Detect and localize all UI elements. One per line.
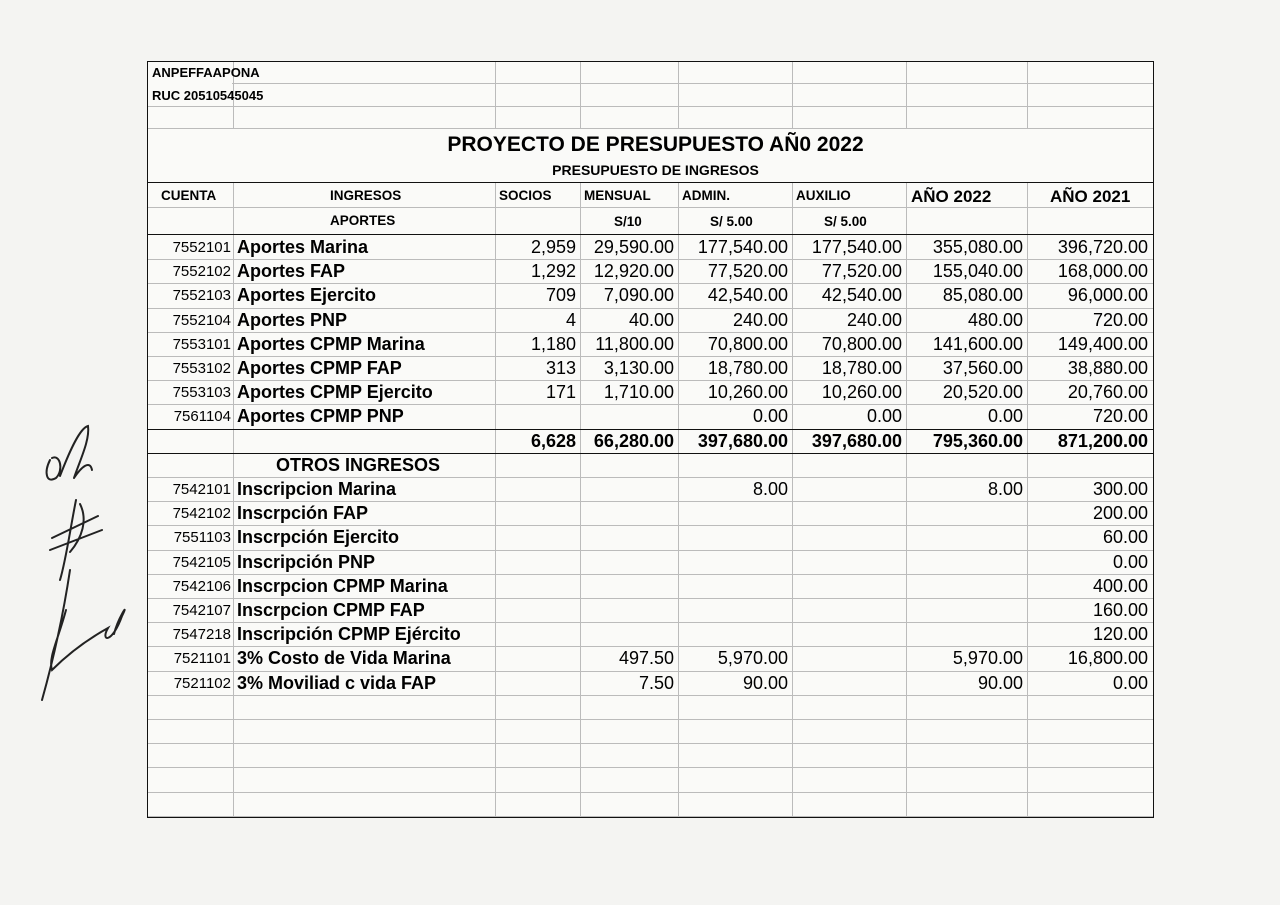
admin-value: 77,520.00 [707, 261, 788, 282]
year-2021-value: 0.00 [1112, 672, 1148, 693]
col-aportes: APORTES [330, 213, 396, 228]
signature-mark [30, 420, 140, 710]
year-2021-value: 16,800.00 [1067, 648, 1148, 669]
year-2022-value: 8.00 [987, 479, 1023, 499]
row-separator [148, 622, 1153, 623]
year-2021-value: 0.00 [1112, 551, 1148, 572]
socios-value: 1,292 [530, 261, 576, 282]
col-auxilio-unit: S/ 5.00 [824, 214, 867, 229]
col-ano-2021: AÑO 2021 [1050, 187, 1131, 206]
year-2021-value: 38,880.00 [1067, 358, 1148, 378]
admin-value: 8.00 [752, 479, 788, 499]
col-cuenta: CUENTA [161, 188, 217, 203]
account-code: 7552104 [172, 311, 231, 329]
auxilio-value: 42,540.00 [821, 285, 902, 306]
account-name: Aportes Marina [237, 237, 369, 257]
account-name: 3% Moviliad c vida FAP [237, 672, 437, 693]
header-bottom-border [148, 234, 1153, 235]
account-name: Inscripcion Marina [237, 479, 397, 499]
account-code: 7542105 [172, 553, 231, 571]
col-socios: SOCIOS [499, 188, 552, 203]
socios-value: 171 [545, 382, 576, 403]
year-2021-value: 149,400.00 [1057, 333, 1148, 354]
col-ingresos: INGRESOS [330, 188, 402, 203]
year-2022-value: 20,520.00 [942, 382, 1023, 403]
total-auxilio: 397,680.00 [811, 430, 902, 451]
account-name: Inscrpción Ejercito [237, 527, 400, 548]
mensual-value: 7.50 [638, 672, 674, 693]
admin-value: 18,780.00 [707, 358, 788, 378]
otros-ingresos-heading: OTROS INGRESOS [276, 454, 441, 475]
row-separator [148, 283, 1153, 284]
year-2021-value: 120.00 [1092, 624, 1148, 645]
account-code: 7542107 [172, 602, 231, 619]
budget-sheet [147, 61, 1154, 818]
account-code: 7553103 [172, 384, 231, 402]
auxilio-value: 177,540.00 [811, 237, 902, 257]
grid-line [148, 207, 1153, 208]
col-admin: ADMIN. [682, 188, 730, 203]
account-code: 7542101 [172, 481, 231, 498]
row-separator [148, 598, 1153, 599]
account-code: 7521101 [173, 650, 231, 668]
row-separator [148, 550, 1153, 551]
admin-value: 0.00 [752, 406, 788, 427]
admin-value: 70,800.00 [707, 333, 788, 354]
row-separator [148, 719, 1153, 720]
year-2021-value: 396,720.00 [1057, 237, 1148, 257]
row-separator [148, 380, 1153, 381]
socios-value: 709 [545, 285, 576, 306]
auxilio-value: 0.00 [866, 406, 902, 427]
auxilio-value: 18,780.00 [821, 358, 902, 378]
year-2021-value: 300.00 [1092, 479, 1148, 499]
mensual-value: 3,130.00 [603, 358, 674, 378]
row-separator [148, 453, 1153, 454]
year-2021-value: 60.00 [1102, 527, 1148, 548]
row-separator [148, 332, 1153, 333]
col-mensual-unit: S/10 [614, 214, 642, 229]
row-separator [148, 574, 1153, 575]
account-code: 7552102 [172, 263, 231, 281]
year-2021-value: 720.00 [1092, 406, 1148, 427]
admin-value: 240.00 [732, 309, 788, 330]
year-2021-value: 160.00 [1092, 600, 1148, 620]
admin-value: 42,540.00 [707, 285, 788, 306]
account-name: Inscripción CPMP Ejército [237, 624, 461, 645]
socios-value: 313 [545, 358, 576, 378]
year-2021-value: 200.00 [1092, 503, 1148, 524]
socios-value: 2,959 [530, 237, 576, 257]
account-code: 7553102 [172, 360, 231, 377]
row-separator [148, 501, 1153, 502]
mensual-value: 40.00 [628, 309, 674, 330]
total-year-2021: 871,200.00 [1057, 430, 1148, 451]
year-2022-value: 37,560.00 [942, 358, 1023, 378]
year-2022-value: 85,080.00 [942, 285, 1023, 306]
account-name: Aportes CPMP Marina [237, 333, 425, 354]
auxilio-value: 70,800.00 [821, 333, 902, 354]
total-mensual: 66,280.00 [593, 430, 674, 451]
org-name: ANPEFFAAPONA [152, 65, 260, 80]
year-2022-value: 141,600.00 [932, 333, 1023, 354]
auxilio-value: 240.00 [846, 309, 902, 330]
row-separator [148, 646, 1153, 647]
row-separator [148, 695, 1153, 696]
year-2022-value: 0.00 [987, 406, 1023, 427]
year-2022-value: 355,080.00 [932, 237, 1023, 257]
account-code: 7552101 [172, 239, 231, 256]
col-mensual: MENSUAL [584, 188, 651, 203]
mensual-value: 1,710.00 [603, 382, 674, 403]
row-separator [148, 404, 1153, 405]
account-name: Aportes Ejercito [237, 285, 377, 306]
year-2022-value: 90.00 [977, 672, 1023, 693]
socios-value: 4 [565, 309, 576, 330]
account-name: Inscrpción FAP [237, 503, 369, 524]
row-separator [148, 671, 1153, 672]
admin-value: 177,540.00 [697, 237, 788, 257]
page-subtitle: PRESUPUESTO DE INGRESOS [552, 162, 759, 178]
year-2021-value: 720.00 [1092, 309, 1148, 330]
account-name: Inscripción PNP [237, 551, 376, 572]
mensual-value: 12,920.00 [593, 261, 674, 282]
row-separator [148, 743, 1153, 744]
account-name: Aportes CPMP Ejercito [237, 382, 433, 403]
account-name: Aportes PNP [237, 309, 348, 330]
row-separator [148, 477, 1153, 478]
account-name: Aportes CPMP PNP [237, 406, 404, 427]
account-code: 7551103 [173, 529, 231, 547]
year-2021-value: 96,000.00 [1067, 285, 1148, 306]
row-separator [148, 525, 1153, 526]
account-code: 7561104 [173, 408, 231, 426]
auxilio-value: 77,520.00 [821, 261, 902, 282]
row-separator [148, 356, 1153, 357]
year-2021-value: 400.00 [1092, 575, 1148, 596]
header-top-border [148, 182, 1153, 183]
auxilio-value: 10,260.00 [821, 382, 902, 403]
mensual-value: 497.50 [618, 648, 674, 669]
account-code: 7547218 [172, 626, 231, 644]
account-code: 7542102 [172, 505, 231, 523]
total-admin: 397,680.00 [697, 430, 788, 451]
row-separator [148, 816, 1153, 817]
mensual-value: 7,090.00 [603, 285, 674, 306]
total-year-2022: 795,360.00 [932, 430, 1023, 451]
account-code: 7521102 [173, 674, 231, 692]
col-admin-unit: S/ 5.00 [710, 214, 753, 229]
account-code: 7542106 [172, 577, 231, 595]
ruc-number: RUC 20510545045 [152, 88, 264, 103]
row-separator [148, 429, 1153, 430]
row-separator [148, 259, 1153, 260]
year-2022-value: 480.00 [967, 309, 1023, 330]
row-separator [148, 308, 1153, 309]
col-auxilio: AUXILIO [796, 188, 851, 203]
col-ano-2022: AÑO 2022 [911, 187, 992, 206]
grid-line [148, 83, 1153, 84]
account-name: 3% Costo de Vida Marina [237, 648, 451, 669]
year-2021-value: 20,760.00 [1067, 382, 1148, 403]
year-2022-value: 155,040.00 [932, 261, 1023, 282]
account-name: Aportes CPMP FAP [237, 358, 402, 378]
row-separator [148, 792, 1153, 793]
total-socios: 6,628 [530, 430, 576, 451]
account-code: 7553101 [172, 335, 231, 353]
row-separator [148, 767, 1153, 768]
admin-value: 90.00 [742, 672, 788, 693]
admin-value: 5,970.00 [717, 648, 788, 669]
account-name: Inscrpcion CPMP Marina [237, 575, 448, 596]
grid-line [148, 106, 1153, 107]
mensual-value: 11,800.00 [595, 333, 674, 354]
year-2022-value: 5,970.00 [952, 648, 1023, 669]
admin-value: 10,260.00 [707, 382, 788, 403]
account-name: Inscrpcion CPMP FAP [237, 600, 425, 620]
account-name: Aportes FAP [237, 261, 346, 282]
year-2021-value: 168,000.00 [1057, 261, 1148, 282]
page-title: PROYECTO DE PRESUPUESTO AÑ0 2022 [447, 133, 864, 156]
socios-value: 1,180 [530, 333, 576, 354]
mensual-value: 29,590.00 [593, 237, 674, 257]
account-code: 7552103 [172, 287, 231, 305]
